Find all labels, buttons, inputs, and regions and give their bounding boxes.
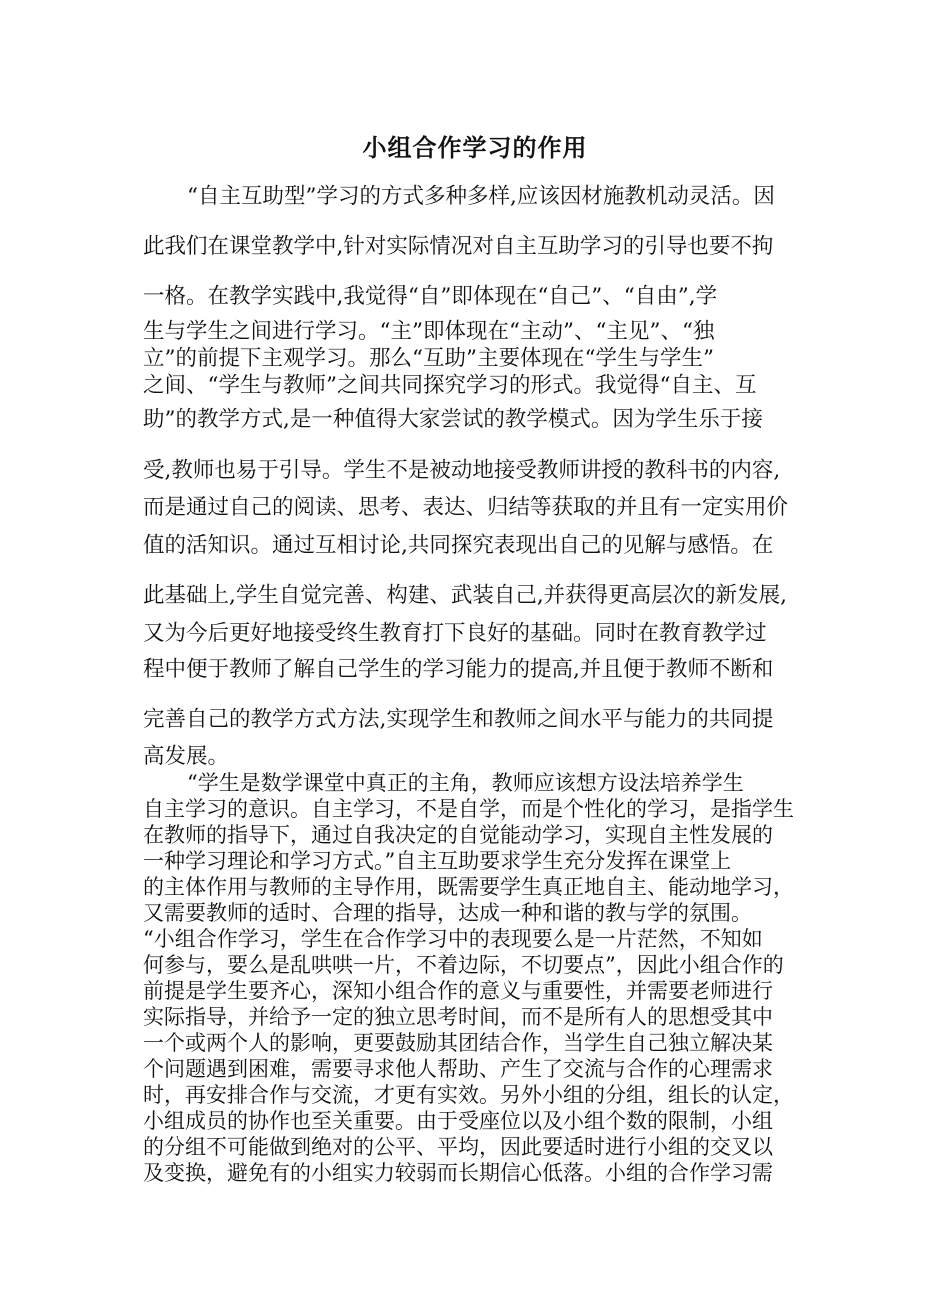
text-line: 一个或两个人的影响，更要鼓励其团结合作，当学生自己独立解决某: [143, 1031, 773, 1055]
text-line: 小组成员的协作也至关重要。由于受座位以及小组个数的限制，小组: [143, 1109, 773, 1133]
text-line: 立”的前提下主观学习。那么“互助”主要体现在“学生与学生”: [143, 346, 714, 371]
text-line: 个问题遇到困难，需要寻求他人帮助、产生了交流与合作的心理需求: [143, 1057, 773, 1081]
text-line: 又为今后更好地接受终生教育打下良好的基础。同时在教育教学过: [143, 621, 767, 646]
text-line: 自主学习的意识。自主学习，不是自学，而是个性化的学习，是指学生: [143, 797, 794, 821]
text-line: 受,教师也易于引导。学生不是被动地接受教师讲授的教科书的内容,: [143, 458, 781, 483]
text-line: 前提是学生要齐心，深知小组合作的意义与重要性，并需要老师进行: [143, 979, 773, 1003]
text-line: 一种学习理论和学习方式。”自主互助要求学生充分发挥在课堂上: [143, 849, 732, 873]
text-line: 助”的教学方式,是一种值得大家尝试的教学模式。因为学生乐于接: [143, 407, 763, 432]
text-line: “自主互助型”学习的方式多种多样,应该因材施教机动灵活。因: [187, 184, 775, 209]
text-line: 实际指导，并给予一定的独立思考时间，而不是所有人的思想受其中: [143, 1005, 773, 1029]
text-line: 在教师的指导下，通过自我决定的自觉能动学习，实现自主性发展的: [143, 823, 773, 847]
text-line: 高发展。: [143, 744, 230, 769]
text-line: 时，再安排合作与交流，才更有实效。另外小组的分组，组长的认定，: [143, 1083, 794, 1107]
text-line: 生与学生之间进行学习。“主”即体现在“主动”、“主见”、“独: [143, 319, 715, 344]
document-title: 小组合作学习的作用: [362, 133, 588, 162]
text-line: “小组合作学习，学生在合作学习中的表现要么是一片茫然，不知如: [143, 927, 763, 951]
text-line: 此基础上,学生自觉完善、构建、武装自己,并获得更高层次的新发展,: [143, 583, 788, 608]
text-line: 何参与，要么是乱哄哄一片，不着边际，不切要点”，因此小组合作的: [143, 953, 784, 977]
text-line: 的主体作用与教师的主导作用，既需要学生真正地自主、能动地学习，: [143, 875, 794, 899]
text-line: 程中便于教师了解自己学生的学习能力的提高,并且便于教师不断和: [143, 657, 774, 682]
text-line: “学生是数学课堂中真正的主角，教师应该想方设法培养学生: [187, 771, 744, 795]
text-line: 而是通过自己的阅读、思考、表达、归结等获取的并且有一定实用价: [143, 495, 789, 520]
text-line: 一格。在教学实践中,我觉得“自”即体现在“自己”、“自由”,学: [143, 284, 718, 309]
text-line: 的分组不可能做到绝对的公平、平均，因此要适时进行小组的交叉以: [143, 1135, 773, 1159]
text-line: 完善自己的教学方式方法,实现学生和教师之间水平与能力的共同提: [143, 707, 774, 732]
text-line: 之间、“学生与教师”之间共同探究学习的形式。我觉得“自主、互: [143, 373, 757, 398]
text-line: 又需要教师的适时、合理的指导，达成一种和谐的教与学的氛围。: [143, 901, 752, 925]
text-line: 此我们在课堂教学中,针对实际情况对自主互助学习的引导也要不拘: [143, 234, 774, 259]
text-line: 及变换，避免有的小组实力较弱而长期信心低落。小组的合作学习需: [143, 1161, 773, 1185]
text-line: 值的活知识。通过互相讨论,共同探究表现出自己的见解与感悟。在: [143, 533, 774, 558]
